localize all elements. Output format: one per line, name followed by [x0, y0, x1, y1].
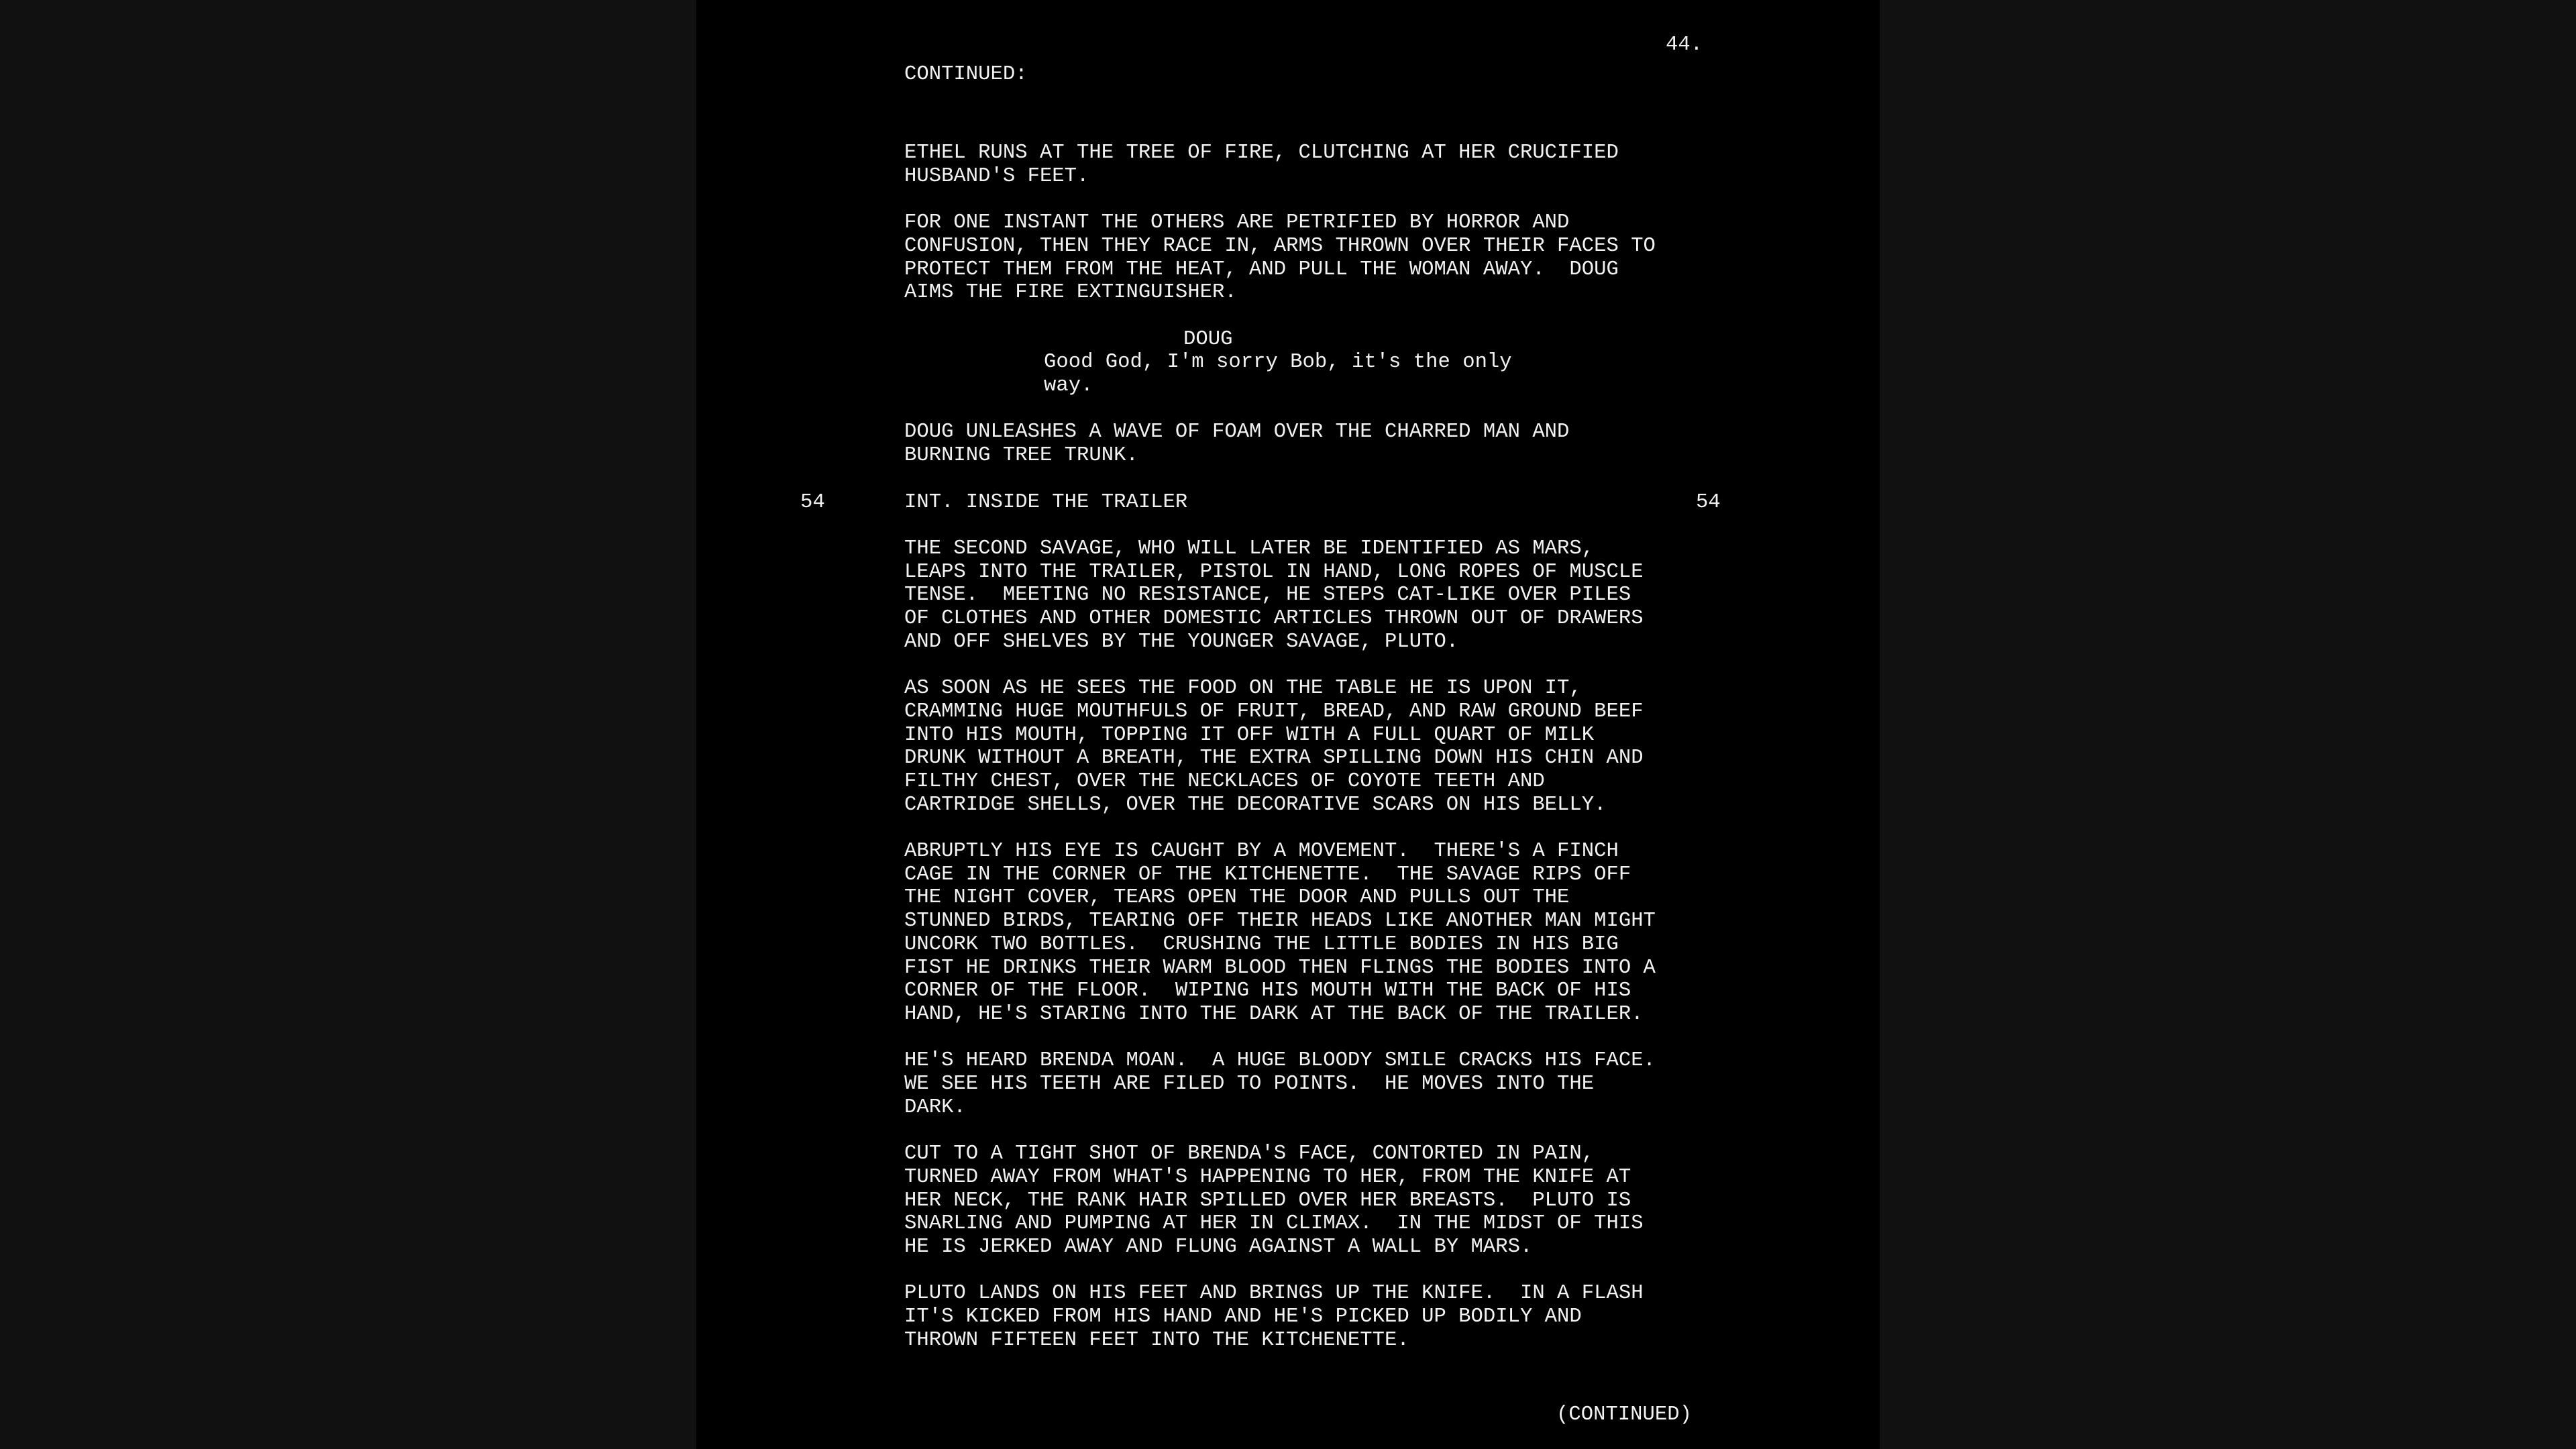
scene-heading: INT. INSIDE THE TRAILER [904, 490, 1188, 514]
dialogue-line: way. [1044, 374, 1093, 397]
action-line: AIMS THE FIRE EXTINGUISHER. [904, 281, 1237, 305]
action-line: THE SECOND SAVAGE, WHO WILL LATER BE IDENTIFIED AS MARS, [904, 537, 1595, 560]
action-line: FOR ONE INSTANT THE OTHERS ARE PETRIFIED BY HORROR AND [904, 211, 1570, 235]
action-line: HAND, HE'S STARING INTO THE DARK AT THE BACK OF THE TRAILER. [904, 1002, 1644, 1026]
continued-header: CONTINUED: [904, 63, 1028, 86]
dialogue-line: Good God, I'm sorry Bob, it's the only [1044, 351, 1512, 374]
action-line: DOUG UNLEASHES A WAVE OF FOAM OVER THE CHARRED MAN AND [904, 421, 1570, 444]
action-line: PROTECT THEM FROM THE HEAT, AND PULL THE WOMAN AWAY. DOUG [904, 258, 1619, 281]
action-line: FILTHY CHEST, OVER THE NECKLACES OF COYOTE TEETH AND [904, 769, 1545, 793]
action-line: HE IS JERKED AWAY AND FLUNG AGAINST A WALL BY MARS. [904, 1235, 1533, 1258]
action-line: FIST HE DRINKS THEIR WARM BLOOD THEN FLINGS THE BODIES INTO A [904, 956, 1656, 979]
action-line: INTO HIS MOUTH, TOPPING IT OFF WITH A FULL QUART OF MILK [904, 723, 1595, 747]
action-line: ETHEL RUNS AT THE TREE OF FIRE, CLUTCHING AT HER CRUCIFIED [904, 142, 1619, 164]
action-line: HUSBAND'S FEET. [904, 164, 1089, 188]
action-line: CAGE IN THE CORNER OF THE KITCHENETTE. THE SAVAGE RIPS OFF [904, 863, 1631, 886]
action-line: STUNNED BIRDS, TEARING OFF THEIR HEADS LIKE ANOTHER MAN MIGHT [904, 910, 1656, 933]
action-line: PLUTO LANDS ON HIS FEET AND BRINGS UP THE KNIFE. IN A FLASH [904, 1282, 1644, 1305]
action-line: CRAMMING HUGE MOUTHFULS OF FRUIT, BREAD, AND RAW GROUND BEEF [904, 700, 1644, 723]
script-page [696, 0, 1880, 1449]
action-line: DRUNK WITHOUT A BREATH, THE EXTRA SPILLING DOWN HIS CHIN AND [904, 747, 1644, 770]
action-line: CONFUSION, THEN THEY RACE IN, ARMS THROWN OVER THEIR FACES TO [904, 234, 1656, 258]
action-line: TENSE. MEETING NO RESISTANCE, HE STEPS CAT-LIKE OVER PILES [904, 584, 1631, 607]
action-line: SNARLING AND PUMPING AT HER IN CLIMAX. IN THE MIDST OF THIS [904, 1212, 1644, 1236]
action-line: CARTRIDGE SHELLS, OVER THE DECORATIVE SCARS ON HIS BELLY. [904, 793, 1607, 816]
character-name: DOUG [1183, 327, 1233, 351]
action-line: CORNER OF THE FLOOR. WIPING HIS MOUTH WITH THE BACK OF HIS [904, 979, 1631, 1003]
action-line: DARK. [904, 1095, 966, 1119]
action-line: ABRUPTLY HIS EYE IS CAUGHT BY A MOVEMENT. THERE'S A FINCH [904, 840, 1619, 863]
action-line: WE SEE HIS TEETH ARE FILED TO POINTS. HE MOVES INTO THE [904, 1073, 1595, 1095]
page-number: 44. [1666, 34, 1703, 56]
action-line: HE'S HEARD BRENDA MOAN. A HUGE BLOODY SMILE CRACKS HIS FACE. [904, 1049, 1656, 1073]
action-line: UNCORK TWO BOTTLES. CRUSHING THE LITTLE BODIES IN HIS BIG [904, 932, 1619, 956]
action-line: OF CLOTHES AND OTHER DOMESTIC ARTICLES THROWN OUT OF DRAWERS [904, 607, 1644, 630]
action-line: LEAPS INTO THE TRAILER, PISTOL IN HAND, LONG ROPES OF MUSCLE [904, 560, 1644, 584]
action-line: AS SOON AS HE SEES THE FOOD ON THE TABLE HE IS UPON IT, [904, 677, 1582, 700]
continued-footer: (CONTINUED) [1556, 1403, 1692, 1426]
action-line: THE NIGHT COVER, TEARS OPEN THE DOOR AND PULLS OUT THE [904, 886, 1570, 910]
scene-number-left: 54 [800, 490, 825, 514]
action-line: THROWN FIFTEEN FEET INTO THE KITCHENETTE. [904, 1328, 1409, 1352]
action-line: HER NECK, THE RANK HAIR SPILLED OVER HER BREASTS. PLUTO IS [904, 1189, 1631, 1212]
action-line: AND OFF SHELVES BY THE YOUNGER SAVAGE, PLUTO. [904, 630, 1459, 653]
action-line: CUT TO A TIGHT SHOT OF BRENDA'S FACE, CONTORTED IN PAIN, [904, 1142, 1595, 1166]
action-line: BURNING TREE TRUNK. [904, 444, 1138, 468]
scene-number-right: 54 [1696, 490, 1721, 514]
action-line: IT'S KICKED FROM HIS HAND AND HE'S PICKED UP BODILY AND [904, 1305, 1582, 1328]
action-line: TURNED AWAY FROM WHAT'S HAPPENING TO HER, FROM THE KNIFE AT [904, 1165, 1631, 1189]
